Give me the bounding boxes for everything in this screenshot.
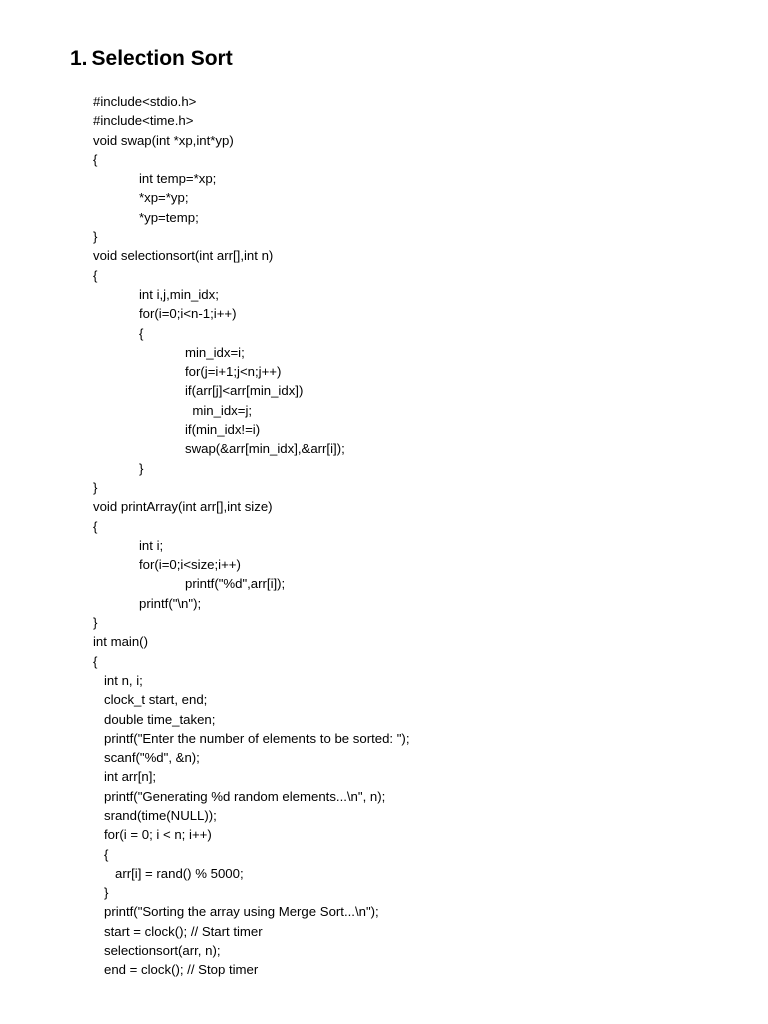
code-line: int main() (93, 634, 148, 650)
heading-title: Selection Sort (91, 47, 233, 70)
code-line: printf("Sorting the array using Merge Sort...\n"); (93, 904, 379, 920)
code-line: srand(time(NULL)); (93, 807, 217, 823)
code-line: printf("%d",arr[i]); (185, 576, 286, 592)
code-line: void selectionsort(int arr[],int n) (93, 248, 274, 264)
code-line: clock_t start, end; (93, 692, 208, 708)
code-line: if(min_idx!=i) (185, 422, 261, 438)
code-line: for(i = 0; i < n; i++) (93, 827, 212, 843)
code-line: int i,j,min_idx; (139, 286, 219, 302)
code-line: selectionsort(arr, n); (93, 943, 221, 959)
code-line: { (93, 518, 98, 534)
code-line: printf("Generating %d random elements...\n", n); (93, 788, 386, 804)
code-line: swap(&arr[min_idx],&arr[i]); (185, 441, 345, 457)
heading-number: 1. (70, 47, 88, 70)
code-line: int i; (139, 537, 164, 553)
code-line: scanf("%d", &n); (93, 750, 200, 766)
section-heading (70, 44, 233, 74)
code-line: } (93, 479, 98, 495)
code-line: min_idx=j; (185, 402, 253, 418)
code-line: if(arr[j]<arr[min_idx]) (185, 383, 304, 399)
code-line: { (93, 267, 98, 283)
code-line: min_idx=i; (185, 344, 245, 360)
code-line: for(i=0;i<n-1;i++) (139, 306, 237, 322)
code-line: for(j=i+1;j<n;j++) (185, 364, 282, 380)
code-line: { (93, 846, 109, 862)
code-line: double time_taken; (93, 711, 216, 727)
code-line: *xp=*yp; (139, 190, 189, 206)
code-line: void printArray(int arr[],int size) (93, 499, 273, 515)
code-block (93, 92, 410, 980)
code-line: printf("Enter the number of elements to be sorted: "); (93, 730, 410, 746)
code-line: int arr[n]; (93, 769, 157, 785)
code-line: #include<time.h> (93, 113, 194, 129)
code-line: } (93, 885, 109, 901)
code-line: { (139, 325, 144, 341)
code-line: } (139, 460, 144, 476)
code-line: } (93, 615, 98, 631)
code-line: end = clock(); // Stop timer (93, 962, 259, 978)
code-line: void swap(int *xp,int*yp) (93, 132, 234, 148)
code-line: printf("\n"); (139, 595, 202, 611)
code-line: int n, i; (93, 672, 143, 688)
code-line: *yp=temp; (139, 209, 199, 225)
code-line: int temp=*xp; (139, 171, 217, 187)
code-line: { (93, 653, 98, 669)
code-line: for(i=0;i<size;i++) (139, 557, 241, 573)
code-line: #include<stdio.h> (93, 94, 197, 109)
code-line: start = clock(); // Start timer (93, 923, 263, 939)
code-line: arr[i] = rand() % 5000; (93, 865, 244, 881)
code-line: } (93, 229, 98, 245)
code-line: { (93, 151, 98, 167)
